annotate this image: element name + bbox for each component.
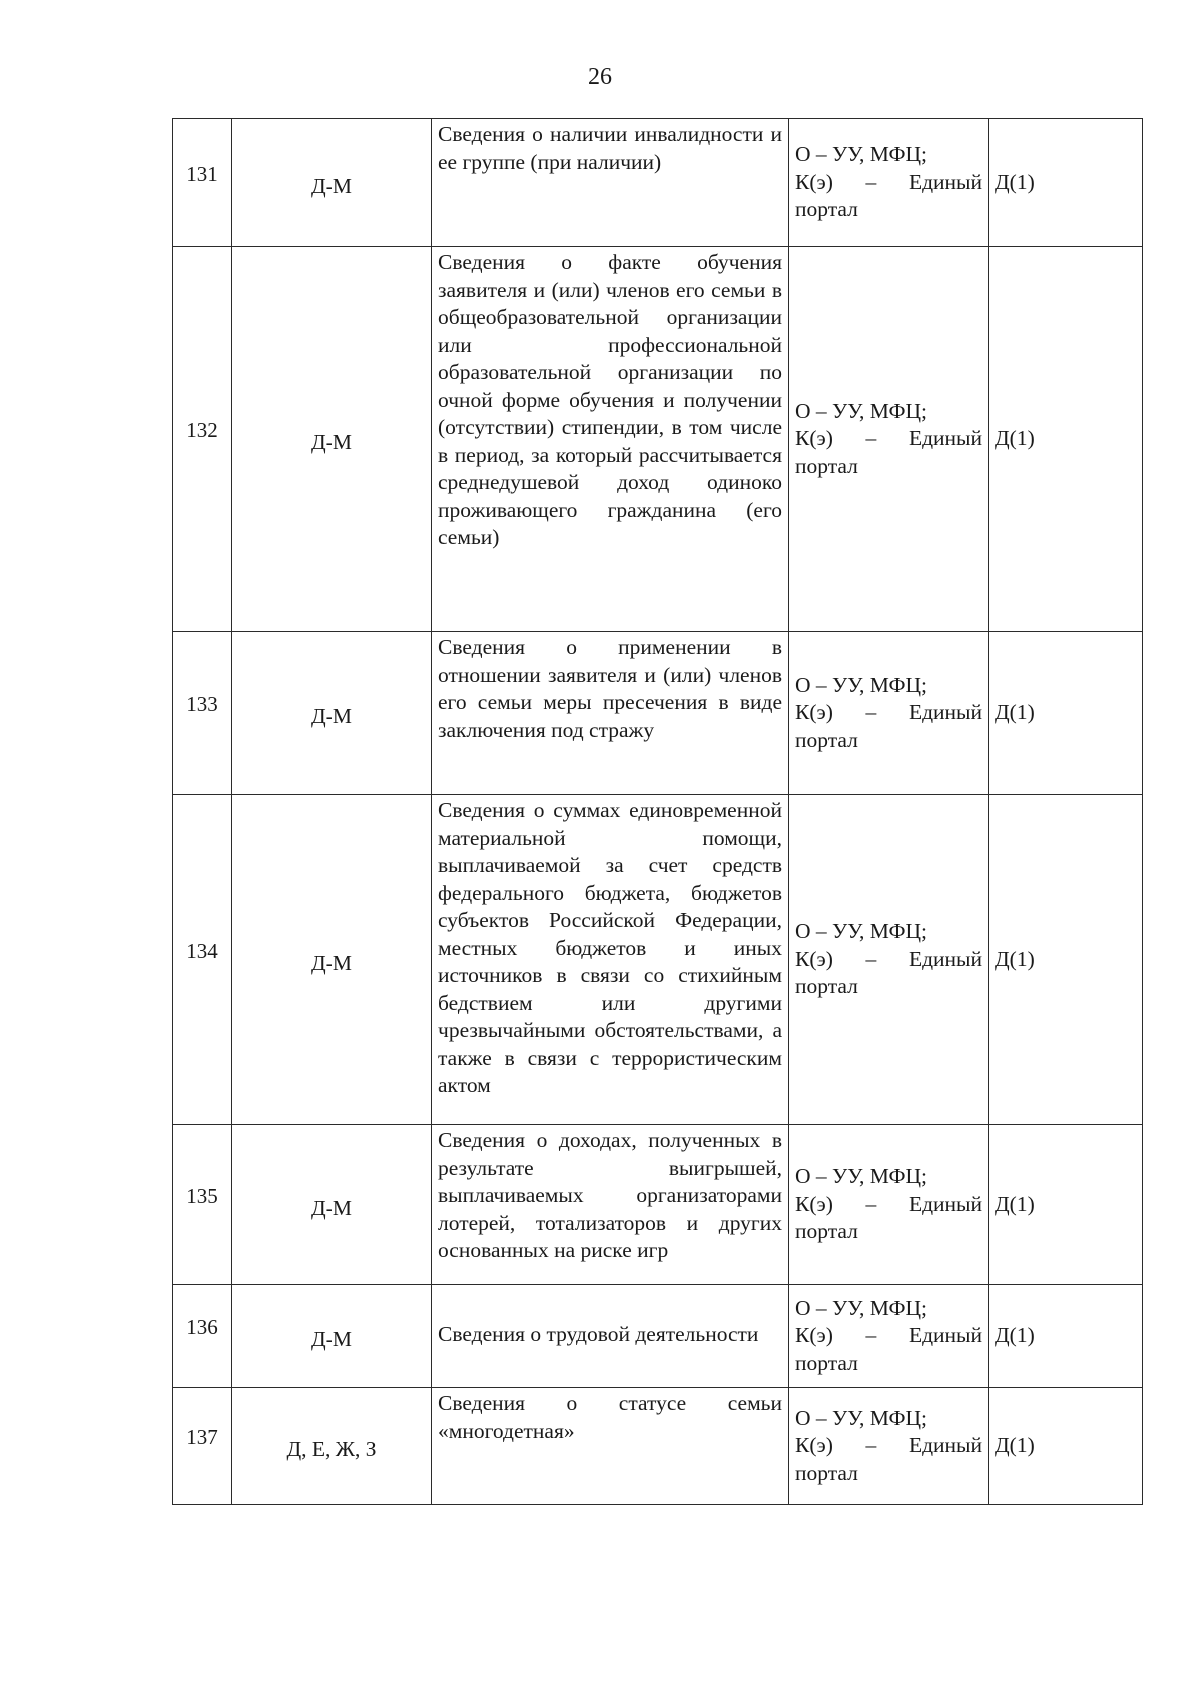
submission-dash: –	[865, 1191, 877, 1216]
submission-portal-single: Единый	[908, 1433, 982, 1458]
row-number-cell	[173, 1125, 232, 1285]
submission-portal-single: Единый	[908, 700, 982, 725]
category-code: Д-М	[311, 1195, 352, 1220]
row-number: 131	[186, 161, 218, 186]
row-number: 132	[186, 418, 218, 443]
submission-dash: –	[865, 169, 877, 194]
submission-offices: О – УУ, МФЦ;	[795, 1405, 928, 1430]
submission-electronic-label: К(э)	[795, 1191, 833, 1216]
category-code-cell	[232, 795, 432, 1125]
submission-portal-single: Единый	[908, 1323, 982, 1348]
submission-portal-single: Единый	[908, 1191, 982, 1216]
document-description: Сведения о трудовой деятельности	[432, 1285, 789, 1388]
document-form: Д(1)	[989, 119, 1143, 247]
submission-dash: –	[865, 1323, 877, 1348]
submission-offices: О – УУ, МФЦ;	[795, 672, 928, 697]
submission-dash: –	[865, 1433, 877, 1458]
row-number-cell	[173, 632, 232, 795]
category-code-cell	[232, 119, 432, 247]
row-number-cell	[173, 247, 232, 632]
submission-portal-single: Единый	[908, 426, 982, 451]
submission-method	[789, 1125, 989, 1285]
submission-offices: О – УУ, МФЦ;	[795, 1295, 928, 1320]
category-code-cell	[232, 1285, 432, 1388]
submission-portal: портал	[795, 1219, 858, 1244]
table-row	[173, 1388, 1143, 1505]
table-row	[173, 119, 1143, 247]
document-form: Д(1)	[989, 632, 1143, 795]
document-form: Д(1)	[989, 247, 1143, 632]
submission-electronic-label: К(э)	[795, 1433, 833, 1458]
row-number: 134	[186, 938, 218, 963]
document-description: Сведения о факте обучения заявителя и (или) членов его семьи в общеобразовательной организации или профессиональной образовательной организации по очной форме обучения и получении (отсутствии) стипендии, в том числе в период, за который рассчитывается среднедушевой доход одиноко проживающего гражданина (его семьи)	[432, 247, 789, 632]
document-description: Сведения о применении в отношении заявителя и (или) членов его семьи меры пресечения в виде заключения под стражу	[432, 632, 789, 795]
submission-offices: О – УУ, МФЦ;	[795, 142, 928, 167]
category-code: Д, Е, Ж, З	[286, 1437, 377, 1462]
category-code: Д-М	[311, 430, 352, 455]
submission-method	[789, 247, 989, 632]
row-number: 133	[186, 692, 218, 717]
row-number-cell	[173, 1388, 232, 1505]
submission-method	[789, 632, 989, 795]
document-description: Сведения о суммах единовременной материальной помощи, выплачиваемой за счет средств федерального бюджета, бюджетов субъектов Российской Федерации, местных бюджетов и иных источников в связи со стихийным бедствием или другими чрезвычайными обстоятельствами, а также в связи с террористическим актом	[432, 795, 789, 1125]
submission-electronic-label: К(э)	[795, 169, 833, 194]
submission-electronic-label: К(э)	[795, 946, 833, 971]
row-number: 135	[186, 1183, 218, 1208]
category-code-cell	[232, 632, 432, 795]
submission-dash: –	[865, 946, 877, 971]
category-code: Д-М	[311, 950, 352, 975]
submission-electronic-label: К(э)	[795, 426, 833, 451]
submission-portal: портал	[795, 197, 858, 222]
submission-method	[789, 119, 989, 247]
row-number-cell	[173, 1285, 232, 1388]
document-form: Д(1)	[989, 1388, 1143, 1505]
table-row	[173, 795, 1143, 1125]
document-description: Сведения о доходах, полученных в результате выигрышей, выплачиваемых организаторами лотерей, тотализаторов и других основанных на риске игр	[432, 1125, 789, 1285]
submission-dash: –	[865, 426, 877, 451]
row-number: 137	[186, 1425, 218, 1450]
submission-electronic-label: К(э)	[795, 1323, 833, 1348]
table-row	[173, 1285, 1143, 1388]
submission-portal: портал	[795, 1350, 858, 1375]
document-description: Сведения о статусе семьи «многодетная»	[432, 1388, 789, 1505]
row-number: 136	[186, 1315, 218, 1340]
submission-offices: О – УУ, МФЦ;	[795, 919, 928, 944]
submission-method	[789, 795, 989, 1125]
submission-offices: О – УУ, МФЦ;	[795, 1164, 928, 1189]
document-form: Д(1)	[989, 1285, 1143, 1388]
category-code-cell	[232, 1125, 432, 1285]
submission-portal: портал	[795, 727, 858, 752]
table-row	[173, 632, 1143, 795]
row-number-cell	[173, 795, 232, 1125]
category-code-cell	[232, 1388, 432, 1505]
table-row	[173, 1125, 1143, 1285]
submission-portal: портал	[795, 1460, 858, 1485]
table-row	[173, 247, 1143, 632]
category-code: Д-М	[311, 704, 352, 729]
page-number: 26	[588, 64, 612, 90]
row-number-cell	[173, 119, 232, 247]
submission-portal-single: Единый	[908, 946, 982, 971]
document-form: Д(1)	[989, 1125, 1143, 1285]
submission-portal: портал	[795, 453, 858, 478]
submission-electronic-label: К(э)	[795, 700, 833, 725]
category-code: Д-М	[311, 173, 352, 198]
category-code: Д-М	[311, 1327, 352, 1352]
submission-method	[789, 1388, 989, 1505]
document-form: Д(1)	[989, 795, 1143, 1125]
submission-dash: –	[865, 700, 877, 725]
submission-portal: портал	[795, 974, 858, 999]
submission-portal-single: Единый	[908, 169, 982, 194]
documents-table	[172, 118, 1143, 1505]
document-description: Сведения о наличии инвалидности и ее группе (при наличии)	[432, 119, 789, 247]
category-code-cell	[232, 247, 432, 632]
submission-offices: О – УУ, МФЦ;	[795, 398, 928, 423]
submission-method	[789, 1285, 989, 1388]
